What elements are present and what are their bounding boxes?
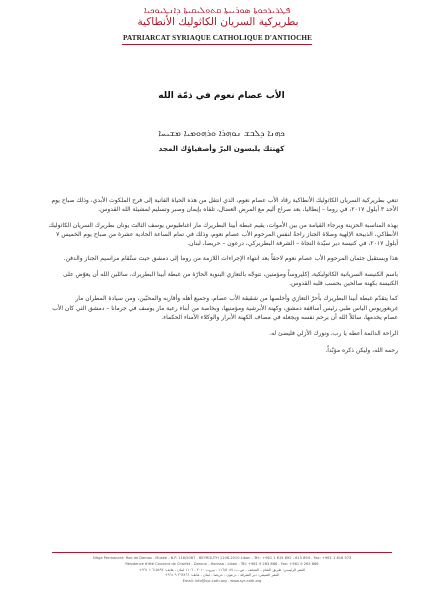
- footer-divider: [52, 552, 392, 553]
- footer-contact: Email: info@syr-cath.org - www.syr-cath.org: [182, 579, 262, 584]
- paragraph-announcement: تنعي بطريركية السريان الكاثوليك الأنطاكية رقاد الأب عصام نعوم، الذي انتقل من هذه الحياة الفانية إلى فرح الملكوت الأبدي، وذلك صباح يوم الأحد ٣ أيلول ٢٠١٧، في روما – إيطاليا، بعد صراع أليم مع المرض العضال، تلقاه بإيمان وصبر وتسليم لمشيئة الله القدوس.: [51, 197, 398, 214]
- paragraph-burial: هذا ويستقبل جثمان المرحوم الأب عصام نعوم لاحقاً بعد انتهاء الإجراءات اللازمة من روما إلى دمشق حيث ستُقام مراسيم الجناز والدفن.: [63, 255, 398, 263]
- verse-subtitle: كهنتك يلبسون البرّ وأصفياؤك المجد: [158, 144, 285, 153]
- letterhead-french-title: PATRIARCAT SYRIAQUE CATHOLIQUE D'ANTIOCHE: [123, 34, 312, 42]
- paragraph-condolences-family: كما يتقدّم غبطة أبينا البطريرك بأحرّ التعازي وأخلصها من شقيقة الأب عصام، وجميع أهله وأقاربه والمحبّين، ومن سيادة المطران مار غريغوريوس الياس طبي رئيس أساقفة دمشق، وكهنة الأبرشية ومؤمنيها، وبخاصة من أبناء رعية مار يوسف في جرمانا – دمشق التي كان الأب عصام يخدمها، سائلاً الله أن يرحم نفسه ويجعله في مصاف الكهنة الأبرار والوكلاء الأمناء الحكماء.: [52, 295, 398, 321]
- syriac-verse: ܟܗܢܐ ܕܠܒܫ ܢܘܗܪܐ ܘܪܗܘܡܝܐ ܡܫܝܚܐ: [158, 129, 285, 139]
- paragraph-condolences-church: باسم الكنيسة السريانية الكاثوليكية، إكليروساً ومؤمنين، نتوجّه بالتعازي البنوية الحارّة من غبطة أبينا البطريرك، سائلين الله أن يعوّض على الكنيسة بكهنة صالحين بحسب قلبه القدوس.: [63, 270, 398, 288]
- paragraph-prayer: الراحة الدائمة أعطه يا رب، ونورك الأزلي فليضئ له.: [269, 330, 398, 338]
- footer-summer-residence-ar: المقر الصيفي: دير الشرفة - درعون - حريصا - لبنان - هاتف: ٢٦٣٨٦٦ ٩ ٩٦١+: [164, 573, 280, 578]
- letterhead-syriac-title: ܦܛܪܝܪܟܘܬܐ ܣܘܪܝܝܬܐ ܩܬܘܠܝܩܝܬܐ ܕܐܢܛܝܘܟܝܐ: [143, 6, 291, 16]
- footer-address-ar: المقر الرئيسي: طريق الشام - المتحف - ص.ب: ١١٦/٥٠٨٧ - بيروت ٢٠١٠ - ١١٠٦ لبنان - هاتف: ٦١٥٨٩٢ ١ ٩٦١+: [138, 567, 306, 572]
- letter-body: [46, 196, 398, 361]
- letter-footer: [52, 552, 392, 585]
- document-title: الأب عصام نعوم في ذمّة الله: [158, 91, 285, 101]
- footer-address-fr: Siège Permanent: Rue de Damas - Musée - B.P. 116/5087 - BEYROUTH 1106-2010 Liban - Tél.: +961 1 615 892 - 615 894 - Fax: +961 1 616 573: [92, 556, 352, 560]
- paragraph-closing: رحمه الله، وليكن ذكره مؤبّداً.: [325, 346, 398, 354]
- letterhead-arabic-title: بطريركية السريان الكاثوليك الأنطاكية: [137, 16, 299, 28]
- paragraph-funeral-mass: بهذه المناسبة الحزينة وبرجاء القيامة من بين الأموات، يقيم غبطة أبينا البطريرك مار اغناطيوس يوسف الثالث يونان بطريرك السريان الكاثوليك الأنطاكي، الذبيحة الإلهية وصلاة الجناز راحةً لنفس المرحوم الأب عصام نعوم، وذلك في تمام الساعة الحادية عشرة من صباح يوم الخميس ٧ أيلول ٢٠١٧، في كنيسة دير سيّدة النجاة – الشرفة البطريركي، درعون – حريصا، لبنان.: [48, 221, 398, 248]
- footer-summer-residence-fr: Résidence d'été Couvent de Charfet - Daroun - Harissa - Liban - Tél: +961 9 263 866 - Fax: +961 9 263 866: [125, 561, 319, 566]
- letterhead-divider: [122, 44, 312, 45]
